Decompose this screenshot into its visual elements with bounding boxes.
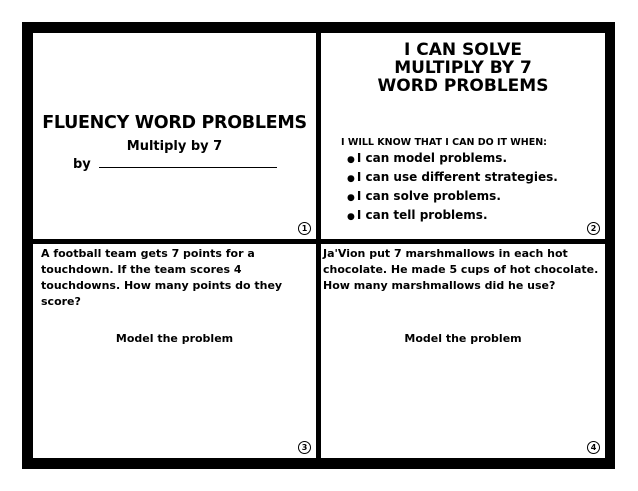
- model-prompt: Model the problem: [115, 332, 234, 345]
- problem-text: Ja'Vion put 7 marshmallows in each hot chocolate. He made 5 cups of hot chocolate. How many marshmallows did he use?: [323, 247, 599, 292]
- card-number-badge: 4: [587, 441, 600, 454]
- model-prompt: Model the problem: [404, 332, 522, 345]
- criteria-heading: I WILL KNOW THAT I CAN DO IT WHEN:: [341, 137, 547, 148]
- criteria-item: ● I can solve problems.: [347, 188, 558, 207]
- problem-text: A football team gets 7 points for a touchdown. If the team scores 4 touchdowns. How many points do they score?: [41, 247, 283, 308]
- criteria-item: ● I can use different strategies.: [347, 169, 558, 188]
- name-blank: [99, 167, 277, 168]
- card-number-badge: 1: [298, 222, 311, 235]
- title-line: I CAN SOLVE: [404, 40, 522, 60]
- sheet-subtitle: Multiply by 7: [126, 139, 223, 154]
- criteria-item: ● I can tell problems.: [347, 207, 558, 226]
- task-card-sheet: [22, 22, 615, 469]
- author-line: [73, 157, 277, 172]
- sheet-title: FLUENCY WORD PROBLEMS: [42, 113, 307, 133]
- card-title: [33, 33, 316, 239]
- card-i-can: [321, 33, 605, 239]
- criteria-list: [347, 150, 558, 226]
- title-line: WORD PROBLEMS: [377, 76, 549, 96]
- card-number-badge: 2: [587, 222, 600, 235]
- title-line: MULTIPLY BY 7: [394, 58, 532, 78]
- card-number-badge: 3: [298, 441, 311, 454]
- by-label: by: [73, 157, 91, 172]
- card-problem-football: [33, 244, 316, 458]
- card-problem-marshmallows: [321, 244, 605, 458]
- criteria-item: ● I can model problems.: [347, 150, 558, 169]
- i-can-title: [321, 41, 605, 95]
